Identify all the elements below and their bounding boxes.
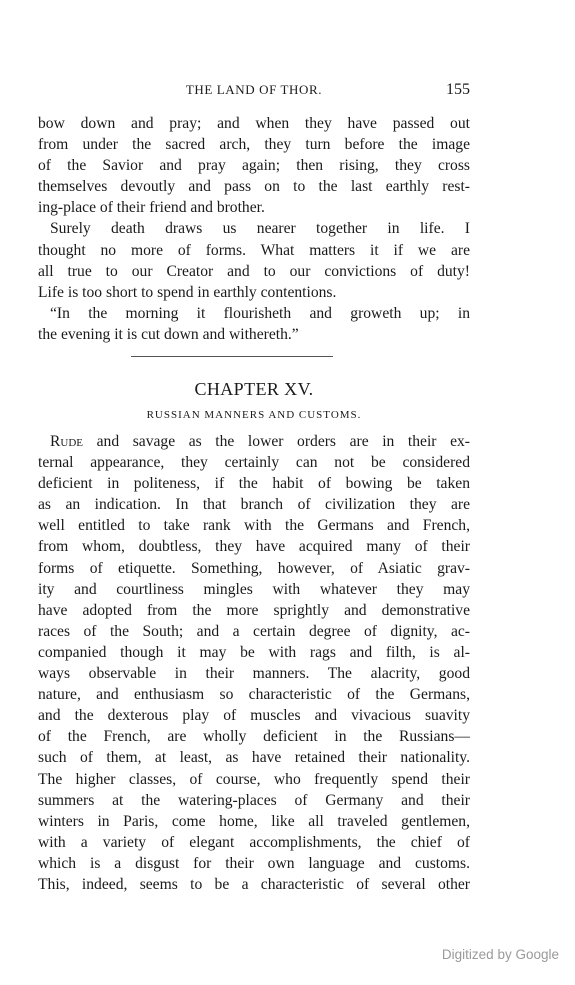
chapter-subtitle: RUSSIAN MANNERS AND CUSTOMS. <box>146 409 362 421</box>
text-line: forms of etiquette. Something, however, of Asiatic grav- <box>38 559 470 577</box>
text-line: companied though it may be with rags and filth, is al- <box>38 643 470 661</box>
text-line: deficient in politeness, if the habit of bowing be taken <box>38 475 470 493</box>
text-line: the evening it is cut down and withereth.” <box>38 325 299 343</box>
text-line: ing-place of their friend and brother. <box>38 199 265 217</box>
text-line: “In the morning it flourisheth and groweth up; in <box>50 304 470 322</box>
passage-bottom <box>38 431 470 895</box>
text-line: and the dexterous play of muscles and vivacious suavity <box>38 707 470 725</box>
text-line: ways observable in their manners. The alacrity, good <box>38 665 470 683</box>
text-line: from under the sacred arch, they turn before the image <box>38 136 470 154</box>
text-line: with a variety of elegant accomplishments, the chief of <box>38 833 470 851</box>
drop-word: Rude <box>50 433 84 450</box>
running-head <box>38 82 470 102</box>
text-line: all true to our Creator and to our convictions of duty! <box>38 262 470 280</box>
text-line: as an indication. In that branch of civilization they are <box>38 496 470 514</box>
text-line: have adopted from the more sprightly and demonstrative <box>38 601 470 619</box>
text-line: summers at the watering-places of Germany and their <box>38 791 470 809</box>
text-line: which is a disgust for their own language and customs. <box>38 854 470 872</box>
text-line: winters in Paris, come home, like all traveled gentlemen, <box>38 812 470 830</box>
text-line: races of the South; and a certain degree of dignity, ac- <box>38 622 470 640</box>
running-title: THE LAND OF THOR. <box>185 82 323 97</box>
text-line: nature, and enthusiasm so characteristic of the Germans, <box>38 686 470 704</box>
text-line: This, indeed, seems to be a characteristic of several other <box>38 875 470 893</box>
text-line: from whom, doubtless, they have acquired many of their <box>38 538 470 556</box>
page-number: 155 <box>446 81 470 98</box>
section-divider <box>131 356 333 357</box>
text-line: thought no more of forms. What matters it if we are <box>38 241 470 259</box>
watermark: Digitized by Google <box>441 947 559 962</box>
text-line <box>38 431 470 452</box>
text-line: The higher classes, of course, who frequently spend their <box>38 770 470 788</box>
text-line: well entitled to take rank with the Germans and French, <box>38 517 470 535</box>
text-line: of the French, are wholly deficient in the Russians— <box>38 728 470 746</box>
text-line: ity and courtliness mingles with whatever they may <box>38 580 470 598</box>
text-line: of the Savior and pray again; then rising, they cross <box>38 157 470 175</box>
text-line: ternal appearance, they certainly can not be considered <box>38 454 470 472</box>
text-line: themselves devoutly and pass on to the last earthly rest- <box>38 178 470 196</box>
first-line-rest: and savage as the lower orders are in their ex- <box>83 433 470 450</box>
text-line: bow down and pray; and when they have passed out <box>38 115 470 132</box>
passage-top <box>38 113 470 345</box>
text-line: Surely death draws us nearer together in life. I <box>50 220 470 238</box>
chapter-title: CHAPTER XV. <box>194 379 314 399</box>
text-line: such of them, at least, as have retained their nationality. <box>38 749 470 767</box>
text-line: Life is too short to spend in earthly contentions. <box>38 283 337 301</box>
